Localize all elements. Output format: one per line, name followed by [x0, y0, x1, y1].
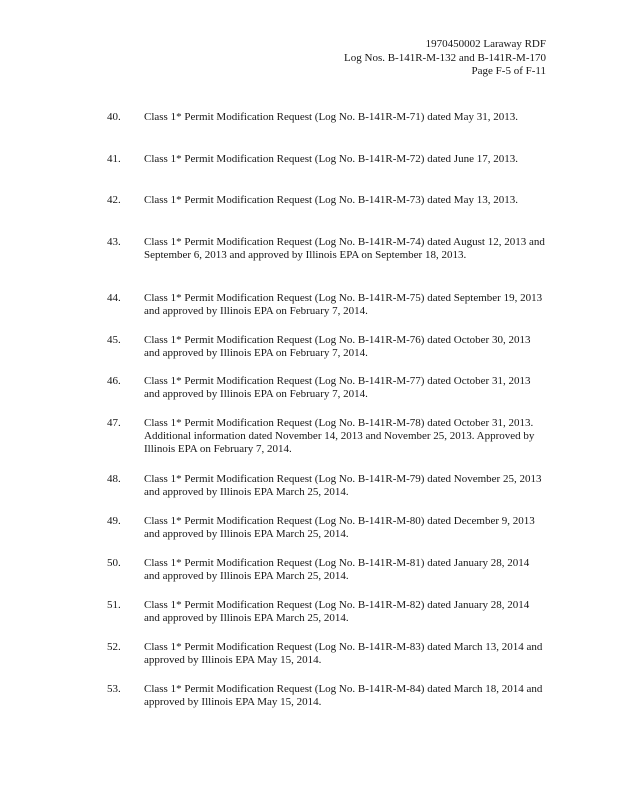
list-item: [107, 417, 547, 456]
list-item-text: Class 1* Permit Modification Request (Log No. B-141R-M-81) dated January 28, 2014 and approved by Illinois EPA March 25, 2014.: [144, 557, 530, 582]
list-item-text: Class 1* Permit Modification Request (Log No. B-141R-M-72) dated June 17, 2013.: [144, 153, 518, 165]
list-item-number: 46.: [107, 375, 121, 387]
list-item-number: 51.: [107, 599, 121, 611]
list-item-number: 42.: [107, 194, 121, 206]
list-item: [107, 473, 547, 499]
list-item-text: Class 1* Permit Modification Request (Log No. B-141R-M-80) dated December 9, 2013 and approved by Illinois EPA March 25, 2014.: [144, 515, 535, 540]
list-item: [107, 515, 547, 541]
list-item-text: Class 1* Permit Modification Request (Log No. B-141R-M-77) dated October 31, 2013 and approved by Illinois EPA on February 7, 2014.: [144, 375, 531, 400]
list-item-number: 45.: [107, 334, 121, 346]
list-item: [107, 641, 547, 667]
header-id-facility: 1970450002 Laraway RDF: [425, 38, 546, 50]
list-item-text: Class 1* Permit Modification Request (Log No. B-141R-M-73) dated May 13, 2013.: [144, 194, 518, 206]
list-item-number: 53.: [107, 683, 121, 695]
list-item-number: 49.: [107, 515, 121, 527]
list-item-number: 50.: [107, 557, 121, 569]
list-item: [107, 599, 547, 625]
list-item: [107, 334, 547, 360]
list-item-number: 48.: [107, 473, 121, 485]
list-item: [107, 683, 547, 709]
list-item-text: Class 1* Permit Modification Request (Log No. B-141R-M-76) dated October 30, 2013 and approved by Illinois EPA on February 7, 2014.: [144, 334, 531, 359]
list-item-number: 40.: [107, 111, 121, 123]
list-item: [107, 111, 547, 124]
list-item: [107, 557, 547, 583]
list-item-number: 47.: [107, 417, 121, 429]
header-page-number: Page F-5 of F-11: [471, 65, 546, 77]
list-item: [107, 194, 547, 207]
list-item: [107, 236, 547, 262]
list-item-text: Class 1* Permit Modification Request (Log No. B-141R-M-84) dated March 18, 2014 and approved by Illinois EPA May 15, 2014.: [144, 683, 543, 708]
list-item-number: 43.: [107, 236, 121, 248]
list-item-number: 44.: [107, 292, 121, 304]
list-item-number: 41.: [107, 153, 121, 165]
list-item-text: Class 1* Permit Modification Request (Log No. B-141R-M-82) dated January 28, 2014 and approved by Illinois EPA March 25, 2014.: [144, 599, 530, 624]
list-item-number: 52.: [107, 641, 121, 653]
list-item-text: Class 1* Permit Modification Request (Log No. B-141R-M-74) dated August 12, 2013 and September 6, 2013 and approved by Illinois EPA on September 18, 2013.: [144, 236, 545, 261]
list-item-text: Class 1* Permit Modification Request (Log No. B-141R-M-75) dated September 19, 2013 and approved by Illinois EPA on February 7, 2014.: [144, 292, 543, 317]
list-item-text: Class 1* Permit Modification Request (Log No. B-141R-M-71) dated May 31, 2013.: [144, 111, 518, 123]
list-item: [107, 375, 547, 401]
page-header: [344, 38, 546, 79]
header-log-numbers: Log Nos. B-141R-M-132 and B-141R-M-170: [344, 51, 546, 64]
list-item-text: Class 1* Permit Modification Request (Log No. B-141R-M-83) dated March 13, 2014 and approved by Illinois EPA May 15, 2014.: [144, 641, 543, 666]
list-item: [107, 292, 547, 318]
list-item-text: Class 1* Permit Modification Request (Log No. B-141R-M-78) dated October 31, 2013. Additional information dated November 14, 2013 and November 25, 2013. Approved by Illinois EPA on February 7, 2014.: [144, 417, 535, 455]
list-item: [107, 153, 547, 166]
list-item-text: Class 1* Permit Modification Request (Log No. B-141R-M-79) dated November 25, 2013 and approved by Illinois EPA March 25, 2014.: [144, 473, 542, 498]
